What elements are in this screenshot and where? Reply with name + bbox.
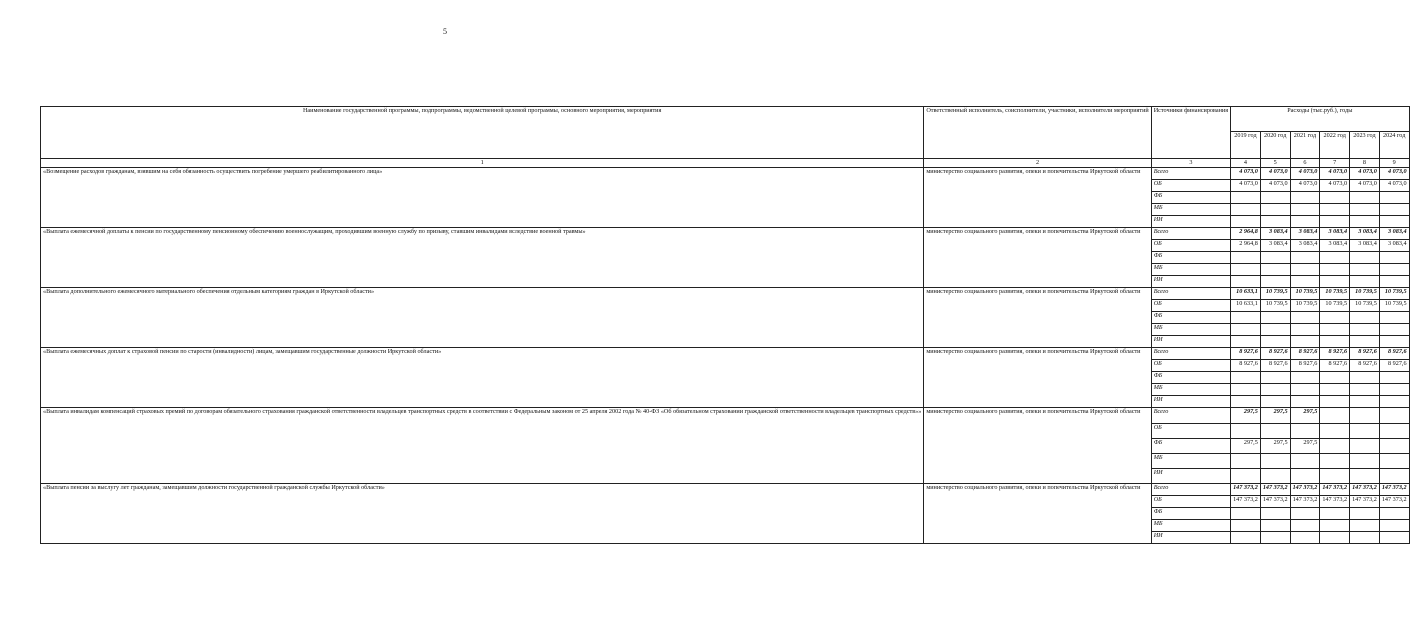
expense-value <box>1260 396 1290 408</box>
expense-value: 4 073,0 <box>1290 168 1320 180</box>
funding-source: ФБ <box>1151 508 1230 520</box>
expense-value <box>1231 424 1261 439</box>
expense-value <box>1320 520 1350 532</box>
expense-value <box>1350 454 1380 469</box>
expense-value <box>1350 192 1380 204</box>
expense-value <box>1320 396 1350 408</box>
expense-value: 3 083,4 <box>1290 228 1320 240</box>
expense-value: 10 739,5 <box>1379 288 1409 300</box>
header-source: Источники финансирования <box>1151 107 1230 159</box>
funding-source: ОБ <box>1151 180 1230 192</box>
budget-table <box>40 106 1410 544</box>
expense-value <box>1320 204 1350 216</box>
expense-value <box>1379 439 1409 454</box>
funding-source: МБ <box>1151 324 1230 336</box>
funding-source: ИИ <box>1151 336 1230 348</box>
table-row <box>41 228 1410 240</box>
expense-value <box>1379 204 1409 216</box>
funding-source: МБ <box>1151 204 1230 216</box>
expense-value: 2 964,8 <box>1231 228 1261 240</box>
expense-value <box>1231 312 1261 324</box>
expense-value: 10 739,5 <box>1350 288 1380 300</box>
expense-value: 4 073,0 <box>1290 180 1320 192</box>
expense-value <box>1350 408 1380 424</box>
expense-value <box>1290 396 1320 408</box>
expense-value <box>1260 454 1290 469</box>
expense-value: 8 927,6 <box>1260 348 1290 360</box>
header-year: 2022 год <box>1320 132 1350 159</box>
expense-value <box>1320 336 1350 348</box>
expense-value: 10 633,1 <box>1231 288 1261 300</box>
funding-source: ОБ <box>1151 240 1230 252</box>
funding-source: Всего <box>1151 168 1230 180</box>
expense-value <box>1320 192 1350 204</box>
expense-value: 10 739,5 <box>1290 300 1320 312</box>
expense-value <box>1379 324 1409 336</box>
expense-value <box>1350 216 1380 228</box>
expense-value <box>1290 532 1320 544</box>
expense-value <box>1350 252 1380 264</box>
header-year: 2024 год <box>1379 132 1409 159</box>
expense-value <box>1290 276 1320 288</box>
funding-source: ФБ <box>1151 312 1230 324</box>
expense-value: 10 739,5 <box>1260 300 1290 312</box>
expense-value <box>1260 312 1290 324</box>
expense-value <box>1379 520 1409 532</box>
expense-value <box>1379 252 1409 264</box>
expense-value <box>1320 312 1350 324</box>
expense-value <box>1290 324 1320 336</box>
expense-value <box>1350 372 1380 384</box>
funding-source: Всего <box>1151 348 1230 360</box>
expense-value <box>1290 204 1320 216</box>
expense-value: 10 739,5 <box>1350 300 1380 312</box>
expense-value <box>1379 192 1409 204</box>
funding-source: ИИ <box>1151 469 1230 484</box>
expense-value: 297,5 <box>1260 439 1290 454</box>
expense-value <box>1231 216 1261 228</box>
expense-value: 8 927,6 <box>1320 348 1350 360</box>
expense-value <box>1350 336 1380 348</box>
expense-value: 3 083,4 <box>1320 240 1350 252</box>
expense-value: 4 073,0 <box>1379 168 1409 180</box>
expense-value <box>1320 532 1350 544</box>
expense-value: 4 073,0 <box>1320 180 1350 192</box>
expense-value <box>1260 276 1290 288</box>
expense-value <box>1231 372 1261 384</box>
expense-value <box>1231 252 1261 264</box>
funding-source: ОБ <box>1151 424 1230 439</box>
page-number: 5 <box>443 27 447 36</box>
expense-value: 147 373,2 <box>1290 496 1320 508</box>
expense-value <box>1379 264 1409 276</box>
expense-value <box>1379 384 1409 396</box>
expense-value <box>1290 424 1320 439</box>
expense-value <box>1231 336 1261 348</box>
expense-value: 147 373,2 <box>1320 484 1350 496</box>
funding-source: Всего <box>1151 288 1230 300</box>
measure-executor: министерство социального развития, опеки и попечительства Иркутской области <box>924 168 1151 228</box>
column-index: 9 <box>1379 159 1409 168</box>
measure-name: «Выплата ежемесячной доплаты к пенсии по государственному пенсионному обеспечению военнослужащим, проходившим военную службу по призыву, ставшим инвалидами вследствие военной травмы» <box>41 228 924 288</box>
expense-value <box>1350 508 1380 520</box>
expense-value <box>1231 192 1261 204</box>
expense-value <box>1320 264 1350 276</box>
expense-value <box>1320 324 1350 336</box>
funding-source: ОБ <box>1151 360 1230 372</box>
expense-value <box>1290 264 1320 276</box>
expense-value: 147 373,2 <box>1320 496 1350 508</box>
funding-source: ИИ <box>1151 216 1230 228</box>
expense-value: 3 083,4 <box>1350 228 1380 240</box>
expense-value <box>1379 532 1409 544</box>
expense-value <box>1290 192 1320 204</box>
measure-name: «Выплата ежемесячных доплат к страховой пенсии по старости (инвалидности) лицам, замещавшим государственные должности Иркутской области» <box>41 348 924 408</box>
expense-value <box>1350 312 1380 324</box>
expense-value: 8 927,6 <box>1290 360 1320 372</box>
expense-value <box>1320 216 1350 228</box>
expense-value: 8 927,6 <box>1290 348 1320 360</box>
header-year: 2020 год <box>1260 132 1290 159</box>
expense-value <box>1260 372 1290 384</box>
measure-name: «Выплата дополнительного ежемесячного материального обеспечения отдельным категориям граждан в Иркутской области» <box>41 288 924 348</box>
expense-value <box>1290 372 1320 384</box>
expense-value: 8 927,6 <box>1350 348 1380 360</box>
expense-value <box>1379 372 1409 384</box>
expense-value <box>1231 508 1261 520</box>
expense-value: 147 373,2 <box>1260 496 1290 508</box>
funding-source: ИИ <box>1151 396 1230 408</box>
expense-value <box>1290 520 1320 532</box>
expense-value: 10 739,5 <box>1379 300 1409 312</box>
expense-value <box>1231 204 1261 216</box>
expense-value: 147 373,2 <box>1350 496 1380 508</box>
funding-source: ФБ <box>1151 252 1230 264</box>
expense-value <box>1231 532 1261 544</box>
expense-value: 3 083,4 <box>1350 240 1380 252</box>
expense-value <box>1290 384 1320 396</box>
expense-value <box>1320 408 1350 424</box>
column-index: 5 <box>1260 159 1290 168</box>
expense-value: 4 073,0 <box>1320 168 1350 180</box>
expense-value: 10 739,5 <box>1260 288 1290 300</box>
expense-value: 3 083,4 <box>1379 240 1409 252</box>
expense-value <box>1379 408 1409 424</box>
column-index: 7 <box>1320 159 1350 168</box>
header-year: 2023 год <box>1350 132 1380 159</box>
expense-value <box>1350 264 1380 276</box>
expense-value: 8 927,6 <box>1320 360 1350 372</box>
funding-source: МБ <box>1151 454 1230 469</box>
column-index: 6 <box>1290 159 1320 168</box>
expense-value: 147 373,2 <box>1231 496 1261 508</box>
column-index: 1 <box>41 159 924 168</box>
expense-value: 3 083,4 <box>1320 228 1350 240</box>
funding-source: ФБ <box>1151 372 1230 384</box>
expense-value <box>1320 372 1350 384</box>
expense-value <box>1260 469 1290 484</box>
expense-value <box>1231 396 1261 408</box>
expense-value: 10 739,5 <box>1320 288 1350 300</box>
table-row <box>41 348 1410 360</box>
expense-value <box>1320 384 1350 396</box>
expense-value: 10 633,1 <box>1231 300 1261 312</box>
expense-value: 4 073,0 <box>1260 180 1290 192</box>
expense-value <box>1260 508 1290 520</box>
expense-value <box>1379 276 1409 288</box>
expense-value <box>1231 324 1261 336</box>
funding-source: ИИ <box>1151 532 1230 544</box>
expense-value <box>1320 508 1350 520</box>
expense-value: 8 927,6 <box>1260 360 1290 372</box>
header-name: Наименование государственной программы, подпрограммы, ведомственной целевой программы, основного мероприятия, мероприятия <box>41 107 924 159</box>
expense-value <box>1379 312 1409 324</box>
table-row <box>41 288 1410 300</box>
expense-value <box>1320 469 1350 484</box>
expense-value: 147 373,2 <box>1290 484 1320 496</box>
expense-value <box>1260 384 1290 396</box>
funding-source: ОБ <box>1151 496 1230 508</box>
expense-value <box>1379 424 1409 439</box>
expense-value <box>1350 384 1380 396</box>
expense-value <box>1260 264 1290 276</box>
expense-value <box>1320 252 1350 264</box>
expense-value: 297,5 <box>1260 408 1290 424</box>
expense-value: 3 083,4 <box>1260 240 1290 252</box>
expense-value <box>1350 324 1380 336</box>
expense-value <box>1231 384 1261 396</box>
funding-source: Всего <box>1151 484 1230 496</box>
expense-value <box>1320 276 1350 288</box>
expense-value: 4 073,0 <box>1350 168 1380 180</box>
measure-executor: министерство социального развития, опеки и попечительства Иркутской области <box>924 288 1151 348</box>
expense-value <box>1379 336 1409 348</box>
funding-source: Всего <box>1151 408 1230 424</box>
expense-value <box>1350 469 1380 484</box>
expense-value <box>1231 264 1261 276</box>
expense-value <box>1379 508 1409 520</box>
expense-value <box>1350 204 1380 216</box>
table-row <box>41 484 1410 496</box>
header-expenses: Расходы (тыс.руб.), годы <box>1231 107 1410 132</box>
expense-value <box>1260 252 1290 264</box>
measure-name: «Возмещение расходов гражданам, взявшим на себя обязанность осуществить погребение умершего реабилитированного лица» <box>41 168 924 228</box>
expense-value <box>1350 520 1380 532</box>
expense-value <box>1379 396 1409 408</box>
expense-value <box>1379 216 1409 228</box>
expense-value: 8 927,6 <box>1350 360 1380 372</box>
expense-value <box>1231 454 1261 469</box>
expense-value <box>1231 276 1261 288</box>
expense-value: 147 373,2 <box>1260 484 1290 496</box>
funding-source: ФБ <box>1151 439 1230 454</box>
measure-executor: министерство социального развития, опеки и попечительства Иркутской области <box>924 408 1151 484</box>
expense-value <box>1260 532 1290 544</box>
column-index: 3 <box>1151 159 1230 168</box>
measure-executor: министерство социального развития, опеки и попечительства Иркутской области <box>924 228 1151 288</box>
expense-value: 3 083,4 <box>1379 228 1409 240</box>
expense-value <box>1260 424 1290 439</box>
expense-value <box>1260 216 1290 228</box>
column-index: 4 <box>1231 159 1261 168</box>
column-index: 8 <box>1350 159 1380 168</box>
expense-value <box>1350 439 1380 454</box>
expense-value: 8 927,6 <box>1379 348 1409 360</box>
expense-value: 297,5 <box>1231 439 1261 454</box>
funding-source: ФБ <box>1151 192 1230 204</box>
expense-value <box>1290 312 1320 324</box>
expense-value <box>1320 424 1350 439</box>
measure-name: «Выплата инвалидам компенсаций страховых премий по договорам обязательного страхования гражданской ответственности владельцев транспортных средств в соответствии с Федеральным законом от 25 апреля 2002 года № 40-ФЗ «Об обязательном страховании гражданской ответственности владельцев транспортных средств»» <box>41 408 924 484</box>
table-row <box>41 408 1410 424</box>
expense-value: 8 927,6 <box>1379 360 1409 372</box>
expense-value: 3 083,4 <box>1260 228 1290 240</box>
funding-source: ОБ <box>1151 300 1230 312</box>
table-row <box>41 168 1410 180</box>
funding-source: Всего <box>1151 228 1230 240</box>
expense-value: 4 073,0 <box>1379 180 1409 192</box>
expense-value <box>1290 252 1320 264</box>
funding-source: ИИ <box>1151 276 1230 288</box>
expense-value <box>1350 276 1380 288</box>
expense-value: 147 373,2 <box>1350 484 1380 496</box>
expense-value: 3 083,4 <box>1290 240 1320 252</box>
expense-value <box>1290 469 1320 484</box>
expense-value: 4 073,0 <box>1231 168 1261 180</box>
measure-name: «Выплата пенсии за выслугу лет гражданам, замещавшим должности государственной гражданской службы Иркутской области» <box>41 484 924 544</box>
expense-value <box>1260 204 1290 216</box>
expense-value: 8 927,6 <box>1231 360 1261 372</box>
expense-value: 297,5 <box>1290 408 1320 424</box>
expense-value <box>1320 439 1350 454</box>
expense-value <box>1231 520 1261 532</box>
expense-value: 10 739,5 <box>1290 288 1320 300</box>
header-executor: Ответственный исполнитель, соисполнители, участники, исполнители мероприятий <box>924 107 1151 159</box>
funding-source: МБ <box>1151 520 1230 532</box>
expense-value <box>1231 469 1261 484</box>
expense-value: 147 373,2 <box>1231 484 1261 496</box>
measure-executor: министерство социального развития, опеки и попечительства Иркутской области <box>924 348 1151 408</box>
expense-value: 297,5 <box>1290 439 1320 454</box>
header-year: 2021 год <box>1290 132 1320 159</box>
expense-value <box>1290 508 1320 520</box>
funding-source: МБ <box>1151 264 1230 276</box>
column-index: 2 <box>924 159 1151 168</box>
expense-value <box>1260 336 1290 348</box>
funding-source: МБ <box>1151 384 1230 396</box>
expense-value: 147 373,2 <box>1379 496 1409 508</box>
header-year: 2019 год <box>1231 132 1261 159</box>
expense-value: 147 373,2 <box>1379 484 1409 496</box>
expense-value <box>1379 454 1409 469</box>
measure-executor: министерство социального развития, опеки и попечительства Иркутской области <box>924 484 1151 544</box>
expense-value: 4 073,0 <box>1350 180 1380 192</box>
expense-value <box>1350 532 1380 544</box>
expense-value: 8 927,6 <box>1231 348 1261 360</box>
expense-value <box>1350 396 1380 408</box>
expense-value: 2 964,8 <box>1231 240 1261 252</box>
expense-value <box>1290 454 1320 469</box>
expense-value: 10 739,5 <box>1320 300 1350 312</box>
expense-value <box>1290 216 1320 228</box>
expense-value <box>1260 324 1290 336</box>
expense-value <box>1350 424 1380 439</box>
expense-value: 4 073,0 <box>1260 168 1290 180</box>
expense-value <box>1290 336 1320 348</box>
expense-value: 297,5 <box>1231 408 1261 424</box>
expense-value <box>1320 454 1350 469</box>
expense-value <box>1379 469 1409 484</box>
expense-value <box>1260 520 1290 532</box>
expense-value <box>1260 192 1290 204</box>
expense-value: 4 073,0 <box>1231 180 1261 192</box>
